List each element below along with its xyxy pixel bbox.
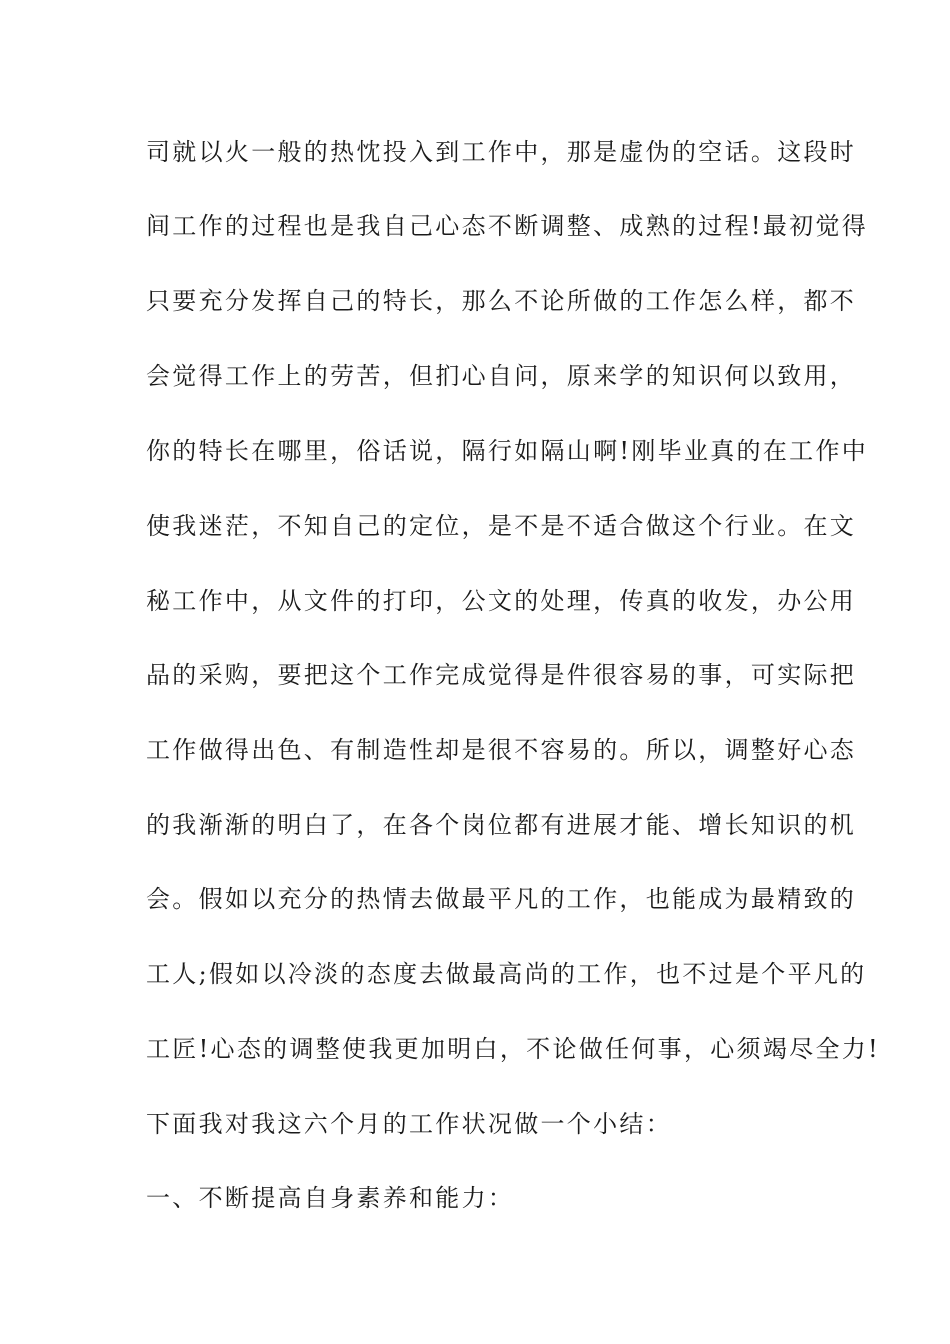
paragraph-line-10: 的我渐渐的明白了，在各个岗位都有进展才能、增长知识的机 <box>146 811 857 839</box>
paragraph-line-13: 工匠!心态的调整使我更加明白，不论做任何事，心须竭尽全力! <box>146 1035 880 1063</box>
paragraph-line-12: 工人;假如以冷淡的态度去做最高尚的工作，也不过是个平凡的 <box>146 960 867 988</box>
section-heading-1: 一、不断提高自身素养和能力： <box>146 1184 515 1212</box>
paragraph-line-6: 使我迷茫，不知自己的定位，是不是不适合做这个行业。在文 <box>146 512 857 540</box>
paragraph-line-3: 只要充分发挥自己的特长，那么不论所做的工作怎么样，都不 <box>146 287 857 315</box>
paragraph-line-4: 会觉得工作上的劳苦，但扪心自问，原来学的知识何以致用， <box>146 362 857 390</box>
paragraph-line-5: 你的特长在哪里，俗话说，隔行如隔山啊!刚毕业真的在工作中 <box>146 437 869 465</box>
paragraph-line-8: 品的采购，要把这个工作完成觉得是件很容易的事，可实际把 <box>146 661 857 689</box>
paragraph-line-1: 司就以火一般的热忱投入到工作中，那是虚伪的空话。这段时 <box>146 138 857 166</box>
paragraph-line-7: 秘工作中，从文件的打印，公文的处理，传真的收发，办公用 <box>146 587 857 615</box>
paragraph-line-9: 工作做得出色、有制造性却是很不容易的。所以，调整好心态 <box>146 736 857 764</box>
paragraph-line-11: 会。假如以充分的热情去做最平凡的工作，也能成为最精致的 <box>146 885 857 913</box>
paragraph-line-2: 间工作的过程也是我自己心态不断调整、成熟的过程!最初觉得 <box>146 212 869 240</box>
summary-intro-line: 下面我对我这六个月的工作状况做一个小结： <box>146 1110 672 1138</box>
